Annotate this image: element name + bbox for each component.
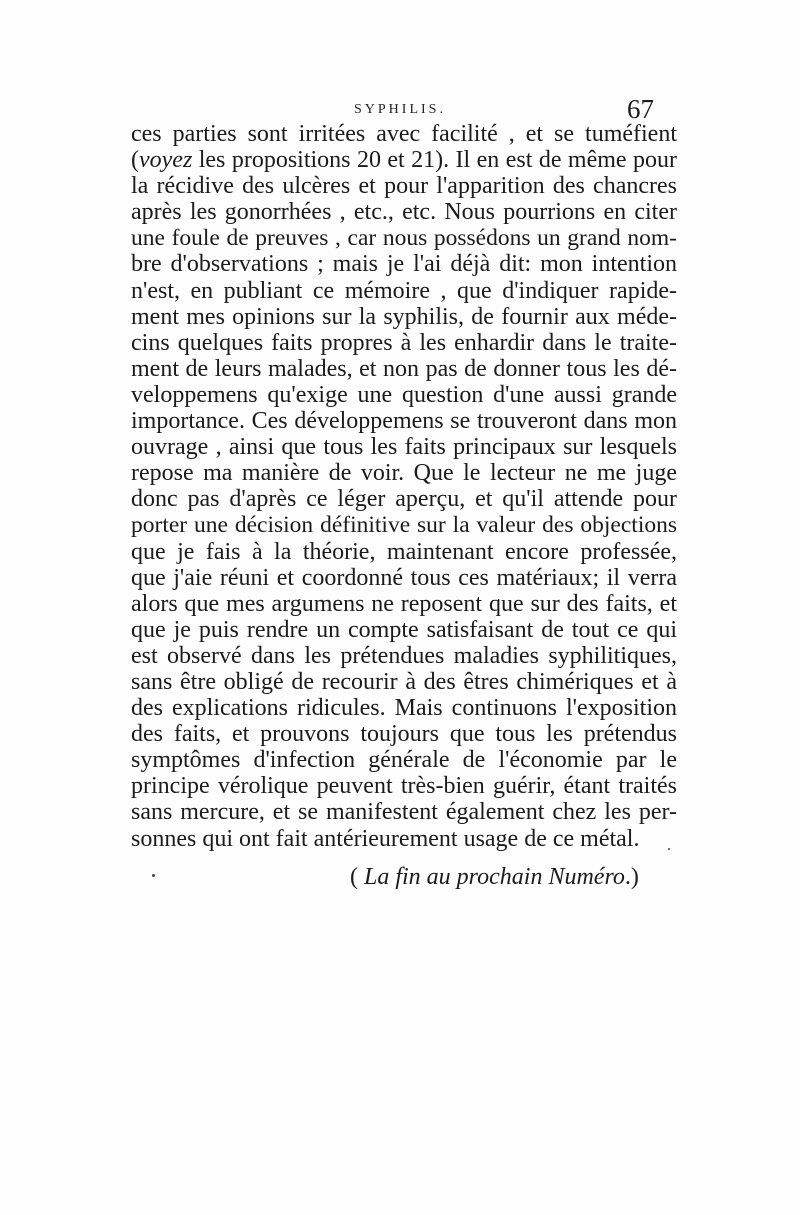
text-line: la récidive des ulcères et pour l'apparition des chancres	[131, 173, 677, 200]
text-line: des faits, et prouvons toujours que tous les prétendus	[131, 721, 677, 748]
text-line: porter une décision définitive sur la valeur des objections	[131, 512, 677, 539]
text-line: veloppemens qu'exige une question d'une aussi grande	[131, 381, 677, 408]
print-speck	[152, 874, 155, 877]
text-line: ment de leurs malades, et non pas de donner tous les dé-	[131, 355, 677, 382]
text-line-last: sonnes qui ont fait antérieurement usage de ce métal.	[131, 825, 640, 852]
text-line: repose ma manière de voir. Que le lecteur ne me juge	[131, 460, 677, 487]
text-line: des explications ridicules. Mais continuons l'exposition	[131, 695, 677, 722]
text-line: sans mercure, et se manifestent également chez les per-	[131, 799, 677, 826]
body-text	[131, 121, 677, 852]
text-line: importance. Ces développemens se trouveront dans mon	[131, 408, 677, 435]
text-line: ces parties sont irritées avec facilité , et se tuméfient	[131, 121, 677, 147]
note-open: (	[350, 864, 364, 890]
text-line: donc pas d'après ce léger aperçu, et qu'il attende pour	[131, 486, 677, 513]
running-title: SYPHILIS.	[354, 102, 446, 117]
text-line: est observé dans les prétendues maladies syphilitiques,	[131, 642, 677, 669]
text-line: que je puis rendre un compte satisfaisant de tout ce qui	[131, 616, 677, 643]
note-italic: La fin au prochain Numéro	[364, 864, 625, 890]
text-line: une foule de preuves , car nous possédons un grand nom-	[131, 225, 677, 252]
text-line: sans être obligé de recourir à des êtres chimériques et à	[131, 668, 677, 695]
text-line: principe vérolique peuvent très-bien guérir, étant traités	[131, 773, 677, 800]
page-number: 67	[627, 94, 654, 124]
text-line	[131, 147, 677, 173]
open-paren: (	[131, 147, 139, 174]
text-line: alors que mes argumens ne reposent que sur des faits, et	[131, 590, 677, 617]
italic-word: voyez	[139, 147, 193, 174]
text-line: bre d'observations ; mais je l'ai déjà dit: mon intention	[131, 251, 677, 278]
text-line: n'est, en publiant ce mémoire , que d'indiquer rapide-	[131, 277, 677, 304]
text-line: après les gonorrhées , etc., etc. Nous pourrions en citer	[131, 199, 677, 226]
text-line: que je fais à la théorie, maintenant encore professée,	[131, 538, 677, 565]
line-rest: les propositions 20 et 21). Il en est de même pour	[192, 147, 677, 174]
text-line: ment mes opinions sur la syphilis, de fournir aux méde-	[131, 303, 677, 330]
continuation-note	[350, 864, 639, 891]
note-close: .)	[624, 864, 639, 890]
print-speck	[668, 848, 670, 850]
text-line: ouvrage , ainsi que tous les faits principaux sur lesquels	[131, 434, 677, 461]
text-line: symptômes d'infection générale de l'économie par le	[131, 747, 677, 774]
text-line: cins quelques faits propres à les enhardir dans le traite-	[131, 329, 677, 356]
text-line: que j'aie réuni et coordonné tous ces matériaux; il verra	[131, 564, 677, 591]
